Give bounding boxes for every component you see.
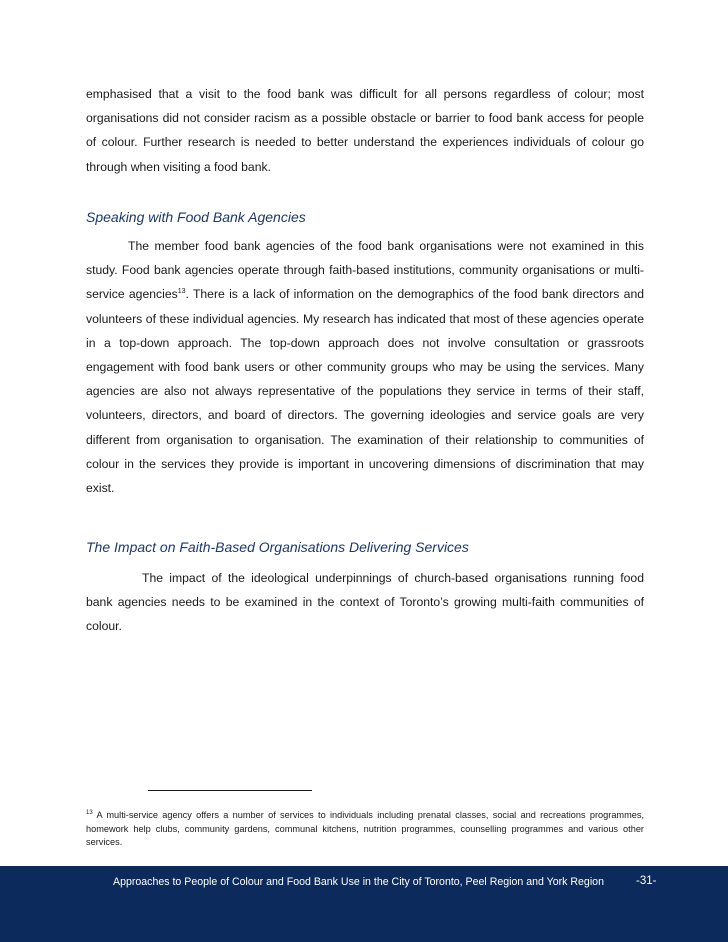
- footer-bar: [0, 866, 728, 942]
- section-heading-faith: The Impact on Faith-Based Organisations Delivering Services: [86, 539, 469, 555]
- agencies-text-part-1: The member food bank agencies of the food bank organisations were not examined in this study. Food bank agencies operate through faith-based institutions, community organisations or multi-service agencies: [86, 239, 644, 302]
- section-heading-agencies: Speaking with Food Bank Agencies: [86, 209, 306, 225]
- footer-title: Approaches to People of Colour and Food Bank Use in the City of Toronto, Peel Region and York Region: [113, 876, 604, 888]
- page-number: -31-: [636, 875, 657, 887]
- footnote: [86, 809, 644, 850]
- footnote-divider: [148, 790, 312, 791]
- footnote-text: A multi-service agency offers a number of services to individuals including prenatal classes, social and recreations programmes, homework help clubs, community gardens, communal kitchens, nutrition programmes, counselling programmes and various other services.: [86, 810, 644, 848]
- agencies-text-part-2: . There is a lack of information on the demographics of the food bank directors and volunteers of these individual agencies. My research has indicated that most of these agencies operate in a top-down approach. The top-down approach does not involve consultation or grassroots engagement with food bank users or other community groups who may be using the services. Many agencies are also not always representative of the populations they service in terms of their staff, volunteers, directors, and board of directors. The governing ideologies and service goals are very different from organisation to organisation. The examination of their relationship to communities of colour in the services they provide is important in uncovering dimensions of discrimination that may exist.: [86, 287, 644, 496]
- agencies-paragraph: [86, 234, 644, 500]
- footnote-reference[interactable]: 13: [177, 288, 186, 296]
- faith-paragraph: The impact of the ideological underpinnings of church-based organisations running food bank agencies needs to be examined in the context of Toronto’s growing multi-faith communities of colour.: [86, 571, 644, 634]
- footnote-number: 13: [86, 809, 93, 816]
- intro-paragraph: emphasised that a visit to the food bank was difficult for all persons regardless of colour; most organisations did not consider racism as a possible obstacle or barrier to food bank access for people of colour. Further research is needed to better understand the experiences individuals of colour go through when visiting a food bank.: [86, 87, 644, 174]
